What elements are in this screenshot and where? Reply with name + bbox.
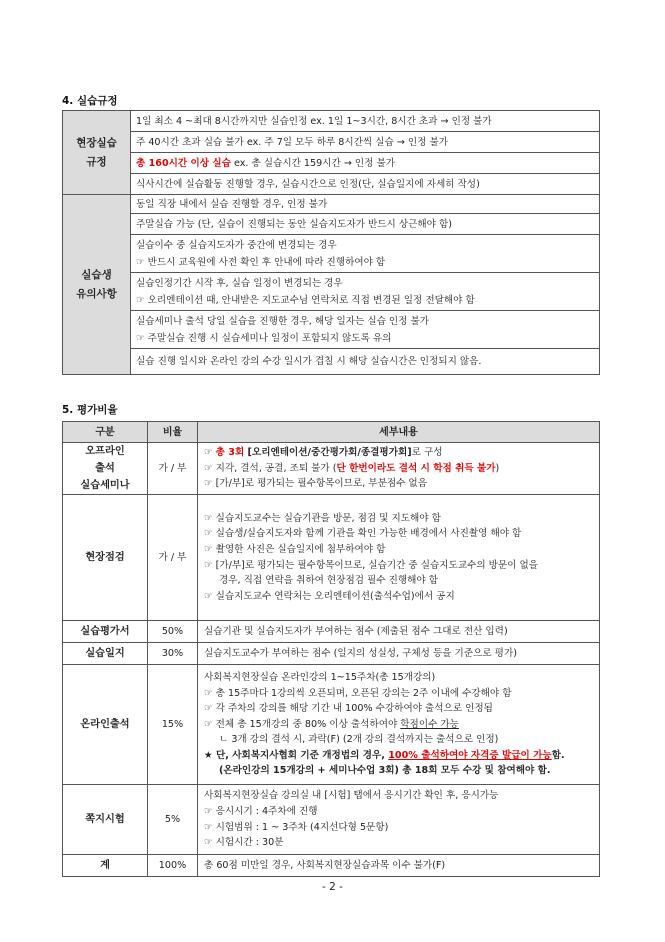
text: ☞ 전체 총 15개강의 중 80% 이상 출석하여야 (204, 718, 401, 730)
detail-line (204, 717, 593, 733)
ratio-exam: 5% (148, 785, 198, 855)
rule-row (131, 153, 600, 174)
category-line: 오프라인 (85, 446, 125, 457)
detail-online (198, 665, 600, 785)
category-line: 출석 (95, 463, 115, 474)
text: 로 구성 (411, 447, 443, 459)
caution-line: 실습인정기간 시작 후, 실습 일정이 변경되는 경우 (136, 277, 343, 289)
header-ratio: 비율 (148, 422, 198, 443)
detail-line: ☞ 시험시간 : 30분 (204, 837, 284, 849)
label-line: 유의사항 (76, 287, 117, 300)
text: ) (495, 462, 500, 474)
bold-text: [오리엔테이션/중간평가회/종결평가회] (244, 447, 412, 459)
caution-row: 동일 직장 내에서 실습 진행할 경우, 인정 불가 (131, 195, 600, 214)
category-field: 현장점검 (63, 495, 148, 621)
category-offline (63, 443, 148, 495)
label-line: 규정 (86, 155, 107, 168)
caution-line: 실습이수 중 실습지도자가 중간에 변경되는 경우 (136, 239, 337, 251)
header-category: 구분 (63, 422, 148, 443)
detail-line: 사회복지현장실습 온라인강의 1~15주차(총 15개강의) (204, 671, 436, 683)
category-exam: 쪽지시험 (63, 785, 148, 855)
detail-line: ☞ 시험범위 : 1 ~ 3주차 (4지선다형 5문항) (204, 821, 389, 833)
label-line: 현장실습 (76, 136, 117, 149)
rule-highlight: 총 160시간 이상 실습 (136, 157, 231, 169)
detail-offline (198, 443, 600, 495)
ratio-offline: 가 / 부 (148, 443, 198, 495)
caution-line: ☞ 주말실습 진행 시 실습세미나 일정이 포함되지 않도록 유의 (136, 332, 392, 344)
caution-line: 실습세미나 출석 당일 실습을 진행한 경우, 해당 일자는 실습 인정 불가 (136, 315, 430, 327)
detail-line: ☞ 총 15주마다 1강의씩 오픈되며, 오픈된 강의는 2주 이내에 수강해야 함 (204, 687, 512, 699)
detail-line (204, 748, 593, 764)
header-detail: 세부내용 (198, 422, 600, 443)
detail-field (198, 495, 600, 621)
rule-row: 1일 최소 4 ~최대 8시간까지만 실습인정 ex. 1일 1~3시간, 8시간 초과 → 인정 불가 (131, 111, 600, 132)
detail-line: 경우, 직접 연락을 취하여 현장점검 필수 진행해야 함 (219, 575, 439, 587)
detail-line: ☞ 응시시기 : 4주차에 진행 (204, 805, 318, 817)
detail-line: ☞ [가/부]로 평가되는 필수항목이므로, 실습기간 중 실습지도교수의 방문이 없을 (204, 559, 539, 571)
detail-line: ☞ 실습지도교수 연락처는 오리엔테이션(출석수업)에서 공지 (204, 590, 455, 602)
detail-total: 총 60점 미만일 경우, 사회복지현장실습과목 이수 불가(F) (198, 855, 600, 877)
ratio-online: 15% (148, 665, 198, 785)
text: ☞ (204, 447, 216, 459)
highlight: 단 한번이라도 결석 시 학점 취득 불가 (336, 462, 496, 474)
practice-rules-table (62, 110, 600, 375)
evaluation-table (62, 421, 600, 877)
ratio-total: 100% (148, 855, 198, 877)
category-online: 온라인출석 (63, 665, 148, 785)
ratio-field: 가 / 부 (148, 495, 198, 621)
caution-row: 실습 진행 일시와 온라인 강의 수강 일시가 겹칠 시 해당 실습시간은 인정되지 않음. (131, 349, 600, 375)
ratio-institution: 50% (148, 621, 198, 643)
category-line: 실습세미나 (80, 480, 130, 491)
detail-line: ☞ [가/부]로 평가되는 필수항목이므로, 부분점수 없음 (204, 478, 427, 490)
category-journal: 실습일지 (63, 643, 148, 665)
detail-institution: 실습기관 및 실습지도자가 부여하는 점수 (제출된 점수 그대로 전산 입력) (198, 621, 600, 643)
detail-line: ☞ 실습지도교수는 실습기관을 방문, 점검 및 지도해야 함 (204, 512, 441, 524)
caution-line: ☞ 오리엔테이션 때, 안내받은 지도교수님 연락처로 직접 변경된 일정 전달해야 함 (136, 294, 475, 306)
section-title-rules: 4. 실습규정 (62, 95, 118, 107)
detail-line: ☞ 실습생/실습지도자와 함께 기관을 확인 가능한 배경에서 사진촬영 해야 함 (204, 528, 522, 540)
detail-exam (198, 785, 600, 855)
detail-line: ㄴ 3개 강의 결석 시, 과락(F) (2개 강의 결석까지는 출석으로 인정) (219, 734, 499, 746)
caution-line: ☞ 반드시 교육원에 사전 확인 후 안내에 따라 진행하여야 함 (136, 256, 386, 268)
category-total: 계 (63, 855, 148, 877)
text: 함. (551, 749, 565, 761)
cautions-group-label (63, 195, 131, 375)
page-number: - 2 - (322, 881, 343, 893)
detail-line: (온라인강의 15개강의 + 세미나수업 3회) 총 18회 모두 수강 및 참여해야 함. (219, 765, 551, 777)
detail-line: ☞ 촬영한 사진은 실습일지에 첨부하여야 함 (204, 543, 386, 555)
rule-row: 식사시간에 실습활동 진행할 경우, 실습시간으로 인정(단, 실습일지에 자세히 작성) (131, 174, 600, 195)
detail-journal: 실습지도교수가 부여하는 점수 (일지의 성실성, 구체성 등을 기준으로 평가) (198, 643, 600, 665)
text: ☞ 지각, 결석, 공결, 조퇴 불가 ( (204, 462, 337, 474)
caution-row: 주말실습 가능 (단, 실습이 진행되는 동안 실습지도자가 반드시 상근해야 함) (131, 214, 600, 235)
rule-row: 주 40시간 초과 실습 불가 ex. 주 7일 모두 하루 8시간씩 실습 → 인정 불가 (131, 132, 600, 153)
label-line: 실습생 (81, 268, 112, 281)
rules-group-label (63, 111, 131, 195)
caution-row (131, 311, 600, 349)
highlight: 100% 출석하여야 자격증 발급이 가능 (388, 749, 552, 761)
caution-row (131, 273, 600, 311)
ratio-journal: 30% (148, 643, 198, 665)
text: ★ 단, 사회복지사협회 기준 개정법의 경우, (204, 749, 389, 761)
detail-line: 사회복지현장실습 강의실 내 [시험] 탭에서 응시기간 확인 후, 응시가능 (204, 790, 499, 802)
category-institution: 실습평가서 (63, 621, 148, 643)
underlined-text: 학점이수 가능 (400, 718, 459, 730)
rule-text: ex. 총 실습시간 159시간 → 인정 불가 (230, 157, 396, 169)
detail-line (204, 461, 593, 477)
highlight: 총 3회 (215, 447, 245, 459)
caution-row (131, 235, 600, 273)
detail-line (204, 445, 593, 461)
detail-line: ☞ 각 주차의 강의를 해당 기간 내 100% 수강하여야 출석으로 인정됨 (204, 703, 493, 715)
section-title-evaluation: 5. 평가비율 (62, 404, 118, 416)
